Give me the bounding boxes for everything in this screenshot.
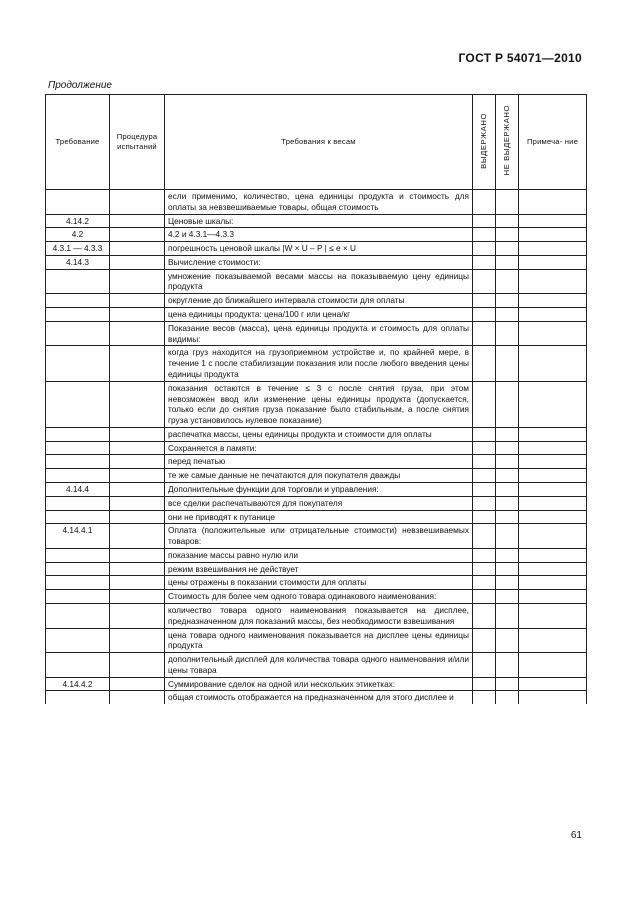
- failed-cell: [496, 691, 519, 704]
- passed-cell: [473, 308, 496, 322]
- document-code: ГОСТ Р 54071—2010: [458, 51, 582, 65]
- procedure-cell: [110, 228, 165, 242]
- requirement-cell: [46, 321, 110, 346]
- failed-cell: [496, 677, 519, 691]
- failed-cell: [496, 269, 519, 294]
- column-header-scale-requirements: Требования к весам: [165, 95, 473, 190]
- procedure-cell: [110, 510, 165, 524]
- note-cell: [519, 214, 587, 228]
- passed-cell: [473, 427, 496, 441]
- failed-cell: [496, 441, 519, 455]
- requirement-text-cell: Вычисление стоимости:: [165, 255, 473, 269]
- passed-cell: [473, 441, 496, 455]
- failed-cell: [496, 548, 519, 562]
- table-row: [46, 548, 587, 562]
- failed-cell: [496, 482, 519, 496]
- page-number: 61: [570, 830, 582, 841]
- table-row: [46, 346, 587, 381]
- note-cell: [519, 321, 587, 346]
- column-header-failed: [496, 95, 519, 190]
- failed-label: НЕ ВЫДЕРЖАНО: [502, 105, 512, 176]
- note-cell: [519, 441, 587, 455]
- passed-cell: [473, 469, 496, 483]
- failed-cell: [496, 562, 519, 576]
- procedure-cell: [110, 455, 165, 469]
- requirement-cell: [46, 381, 110, 427]
- passed-cell: [473, 496, 496, 510]
- note-cell: [519, 455, 587, 469]
- requirement-cell: [46, 427, 110, 441]
- passed-cell: [473, 321, 496, 346]
- failed-cell: [496, 455, 519, 469]
- requirement-text-cell: распечатка массы, цены единицы продукта и стоимости для оплаты: [165, 427, 473, 441]
- requirement-cell: 4.14.3: [46, 255, 110, 269]
- passed-cell: [473, 510, 496, 524]
- requirements-table: [45, 94, 587, 704]
- procedure-cell: [110, 524, 165, 549]
- procedure-cell: [110, 576, 165, 590]
- requirement-text-cell: погрешность ценовой шкалы |W × U – P | ≤ e × U: [165, 242, 473, 256]
- requirement-cell: [46, 455, 110, 469]
- procedure-cell: [110, 308, 165, 322]
- table-row: [46, 628, 587, 653]
- requirement-cell: [46, 604, 110, 629]
- requirement-cell: 4.3.1 — 4.3.3: [46, 242, 110, 256]
- passed-cell: [473, 590, 496, 604]
- requirement-cell: [46, 576, 110, 590]
- passed-cell: [473, 576, 496, 590]
- passed-cell: [473, 691, 496, 704]
- procedure-cell: [110, 321, 165, 346]
- requirement-cell: [46, 510, 110, 524]
- failed-cell: [496, 255, 519, 269]
- requirement-text-cell: Ценовые шкалы:: [165, 214, 473, 228]
- failed-cell: [496, 510, 519, 524]
- procedure-cell: [110, 441, 165, 455]
- procedure-cell: [110, 381, 165, 427]
- failed-cell: [496, 308, 519, 322]
- note-cell: [519, 590, 587, 604]
- procedure-cell: [110, 469, 165, 483]
- note-cell: [519, 190, 587, 215]
- passed-cell: [473, 455, 496, 469]
- requirement-cell: [46, 562, 110, 576]
- procedure-cell: [110, 255, 165, 269]
- table-header-row: [46, 95, 587, 190]
- procedure-cell: [110, 482, 165, 496]
- table-row: [46, 269, 587, 294]
- requirement-cell: [46, 691, 110, 704]
- requirement-cell: [46, 653, 110, 678]
- requirement-text-cell: показание массы равно нулю или: [165, 548, 473, 562]
- table-row: [46, 308, 587, 322]
- procedure-cell: [110, 590, 165, 604]
- note-cell: [519, 228, 587, 242]
- requirement-cell: [46, 308, 110, 322]
- table-row: [46, 691, 587, 704]
- requirement-text-cell: Показание весов (масса), цена единицы продукта и стоимость для оплаты видимы:: [165, 321, 473, 346]
- procedure-cell: [110, 346, 165, 381]
- requirement-cell: [46, 496, 110, 510]
- procedure-cell: [110, 604, 165, 629]
- requirement-text-cell: те же самые данные не печатаются для покупателя дважды: [165, 469, 473, 483]
- column-header-note: Примеча- ние: [519, 95, 587, 190]
- procedure-cell: [110, 294, 165, 308]
- passed-cell: [473, 548, 496, 562]
- note-cell: [519, 469, 587, 483]
- requirement-cell: [46, 548, 110, 562]
- procedure-cell: [110, 242, 165, 256]
- passed-cell: [473, 214, 496, 228]
- table-row: [46, 510, 587, 524]
- requirement-text-cell: Суммирование сделок на одной или нескольких этикетках:: [165, 677, 473, 691]
- requirement-text-cell: количество товара одного наименования показывается на дисплее, предназначенном для показаний массы, без необходимости взвешивания: [165, 604, 473, 629]
- requirement-cell: [46, 469, 110, 483]
- procedure-cell: [110, 677, 165, 691]
- failed-cell: [496, 524, 519, 549]
- requirement-cell: 4.14.4.2: [46, 677, 110, 691]
- passed-cell: [473, 604, 496, 629]
- requirement-cell: 4.2: [46, 228, 110, 242]
- requirement-cell: 4.14.4: [46, 482, 110, 496]
- requirement-text-cell: Сохраняется в памяти:: [165, 441, 473, 455]
- failed-cell: [496, 469, 519, 483]
- table-row: [46, 190, 587, 215]
- table-row: [46, 381, 587, 427]
- note-cell: [519, 496, 587, 510]
- note-cell: [519, 548, 587, 562]
- requirement-cell: [46, 346, 110, 381]
- table-row: [46, 321, 587, 346]
- note-cell: [519, 269, 587, 294]
- note-cell: [519, 628, 587, 653]
- failed-cell: [496, 381, 519, 427]
- note-cell: [519, 427, 587, 441]
- passed-cell: [473, 269, 496, 294]
- table-row: [46, 524, 587, 549]
- requirement-text-cell: все сделки распечатываются для покупателя: [165, 496, 473, 510]
- passed-cell: [473, 381, 496, 427]
- requirement-text-cell: дополнительный дисплей для количества товара одного наименования и/или цены товара: [165, 653, 473, 678]
- failed-cell: [496, 628, 519, 653]
- requirement-cell: [46, 628, 110, 653]
- note-cell: [519, 242, 587, 256]
- passed-cell: [473, 294, 496, 308]
- note-cell: [519, 524, 587, 549]
- table-row: [46, 562, 587, 576]
- note-cell: [519, 482, 587, 496]
- failed-cell: [496, 604, 519, 629]
- column-header-procedure: Процедура испытаний: [110, 95, 165, 190]
- table-row: [46, 590, 587, 604]
- requirement-text-cell: округление до ближайшего интервала стоимости для оплаты: [165, 294, 473, 308]
- requirement-text-cell: режим взвешивания не действует: [165, 562, 473, 576]
- requirement-cell: 4.14.4.1: [46, 524, 110, 549]
- requirement-text-cell: Стоимость для более чем одного товара одинакового наименования:: [165, 590, 473, 604]
- failed-cell: [496, 653, 519, 678]
- requirement-cell: [46, 590, 110, 604]
- procedure-cell: [110, 496, 165, 510]
- column-header-requirement: Требование: [46, 95, 110, 190]
- note-cell: [519, 346, 587, 381]
- table-row: [46, 496, 587, 510]
- passed-cell: [473, 242, 496, 256]
- failed-cell: [496, 214, 519, 228]
- table-row: [46, 677, 587, 691]
- note-cell: [519, 255, 587, 269]
- note-cell: [519, 308, 587, 322]
- passed-cell: [473, 653, 496, 678]
- column-header-passed: [473, 95, 496, 190]
- procedure-cell: [110, 190, 165, 215]
- failed-cell: [496, 427, 519, 441]
- failed-cell: [496, 346, 519, 381]
- passed-cell: [473, 255, 496, 269]
- note-cell: [519, 604, 587, 629]
- table-row: [46, 482, 587, 496]
- table-row: [46, 242, 587, 256]
- failed-cell: [496, 294, 519, 308]
- note-cell: [519, 381, 587, 427]
- table-body: [46, 190, 587, 705]
- note-cell: [519, 576, 587, 590]
- table-row: [46, 294, 587, 308]
- requirement-text-cell: показания остаются в течение ≤ 3 с после снятия груза, при этом невозможен ввод или изменение цены единицы продукта (допускается, только если до снятия груза показание было стабильным, а после снятия груза установилось нулевое показание): [165, 381, 473, 427]
- requirement-text-cell: умножение показываемой весами массы на показываемую цену единицы продукта: [165, 269, 473, 294]
- table-row: [46, 427, 587, 441]
- failed-cell: [496, 576, 519, 590]
- requirement-text-cell: если применимо, количество, цена единицы продукта и стоимость для оплаты за невзвешиваемые товары, общая стоимость: [165, 190, 473, 215]
- procedure-cell: [110, 548, 165, 562]
- requirement-text-cell: когда груз находится на грузоприемном устройстве и, по крайней мере, в течение 1 с после стабилизации показания или после любого введения цены единицы продукта: [165, 346, 473, 381]
- table-row: [46, 441, 587, 455]
- failed-cell: [496, 590, 519, 604]
- requirement-text-cell: цены отражены в показании стоимости для оплаты: [165, 576, 473, 590]
- note-cell: [519, 691, 587, 704]
- table-row: [46, 469, 587, 483]
- passed-cell: [473, 677, 496, 691]
- requirement-text-cell: 4.2 и 4.3.1—4.3.3: [165, 228, 473, 242]
- requirement-cell: [46, 269, 110, 294]
- procedure-cell: [110, 653, 165, 678]
- passed-cell: [473, 562, 496, 576]
- requirement-cell: [46, 441, 110, 455]
- table-row: [46, 576, 587, 590]
- passed-cell: [473, 190, 496, 215]
- requirement-text-cell: перед печатью: [165, 455, 473, 469]
- requirement-cell: 4.14.2: [46, 214, 110, 228]
- note-cell: [519, 510, 587, 524]
- table-row: [46, 214, 587, 228]
- table-row: [46, 228, 587, 242]
- continuation-label: Продолжение: [48, 80, 112, 91]
- failed-cell: [496, 496, 519, 510]
- note-cell: [519, 562, 587, 576]
- requirement-text-cell: цена товара одного наименования показывается на дисплее цены единицы продукта: [165, 628, 473, 653]
- failed-cell: [496, 242, 519, 256]
- passed-cell: [473, 482, 496, 496]
- passed-cell: [473, 524, 496, 549]
- passed-cell: [473, 628, 496, 653]
- requirement-text-cell: цена единицы продукта: цена/100 г или цена/кг: [165, 308, 473, 322]
- table-row: [46, 653, 587, 678]
- passed-cell: [473, 346, 496, 381]
- requirement-text-cell: общая стоимость отображается на предназначенном для этого дисплее и: [165, 691, 473, 704]
- failed-cell: [496, 321, 519, 346]
- requirement-text-cell: они не приводят к путанице: [165, 510, 473, 524]
- table-row: [46, 604, 587, 629]
- passed-cell: [473, 228, 496, 242]
- table-row: [46, 455, 587, 469]
- note-cell: [519, 677, 587, 691]
- note-cell: [519, 294, 587, 308]
- note-cell: [519, 653, 587, 678]
- requirement-text-cell: Оплата (положительные или отрицательные стоимости) невзвешиваемых товаров:: [165, 524, 473, 549]
- passed-label: ВЫДЕРЖАНО: [479, 112, 489, 169]
- procedure-cell: [110, 562, 165, 576]
- procedure-cell: [110, 628, 165, 653]
- table-row: [46, 255, 587, 269]
- requirement-cell: [46, 190, 110, 215]
- procedure-cell: [110, 214, 165, 228]
- failed-cell: [496, 228, 519, 242]
- failed-cell: [496, 190, 519, 215]
- procedure-cell: [110, 269, 165, 294]
- procedure-cell: [110, 427, 165, 441]
- requirement-text-cell: Дополнительные функции для торговли и управления:: [165, 482, 473, 496]
- requirement-cell: [46, 294, 110, 308]
- procedure-cell: [110, 691, 165, 704]
